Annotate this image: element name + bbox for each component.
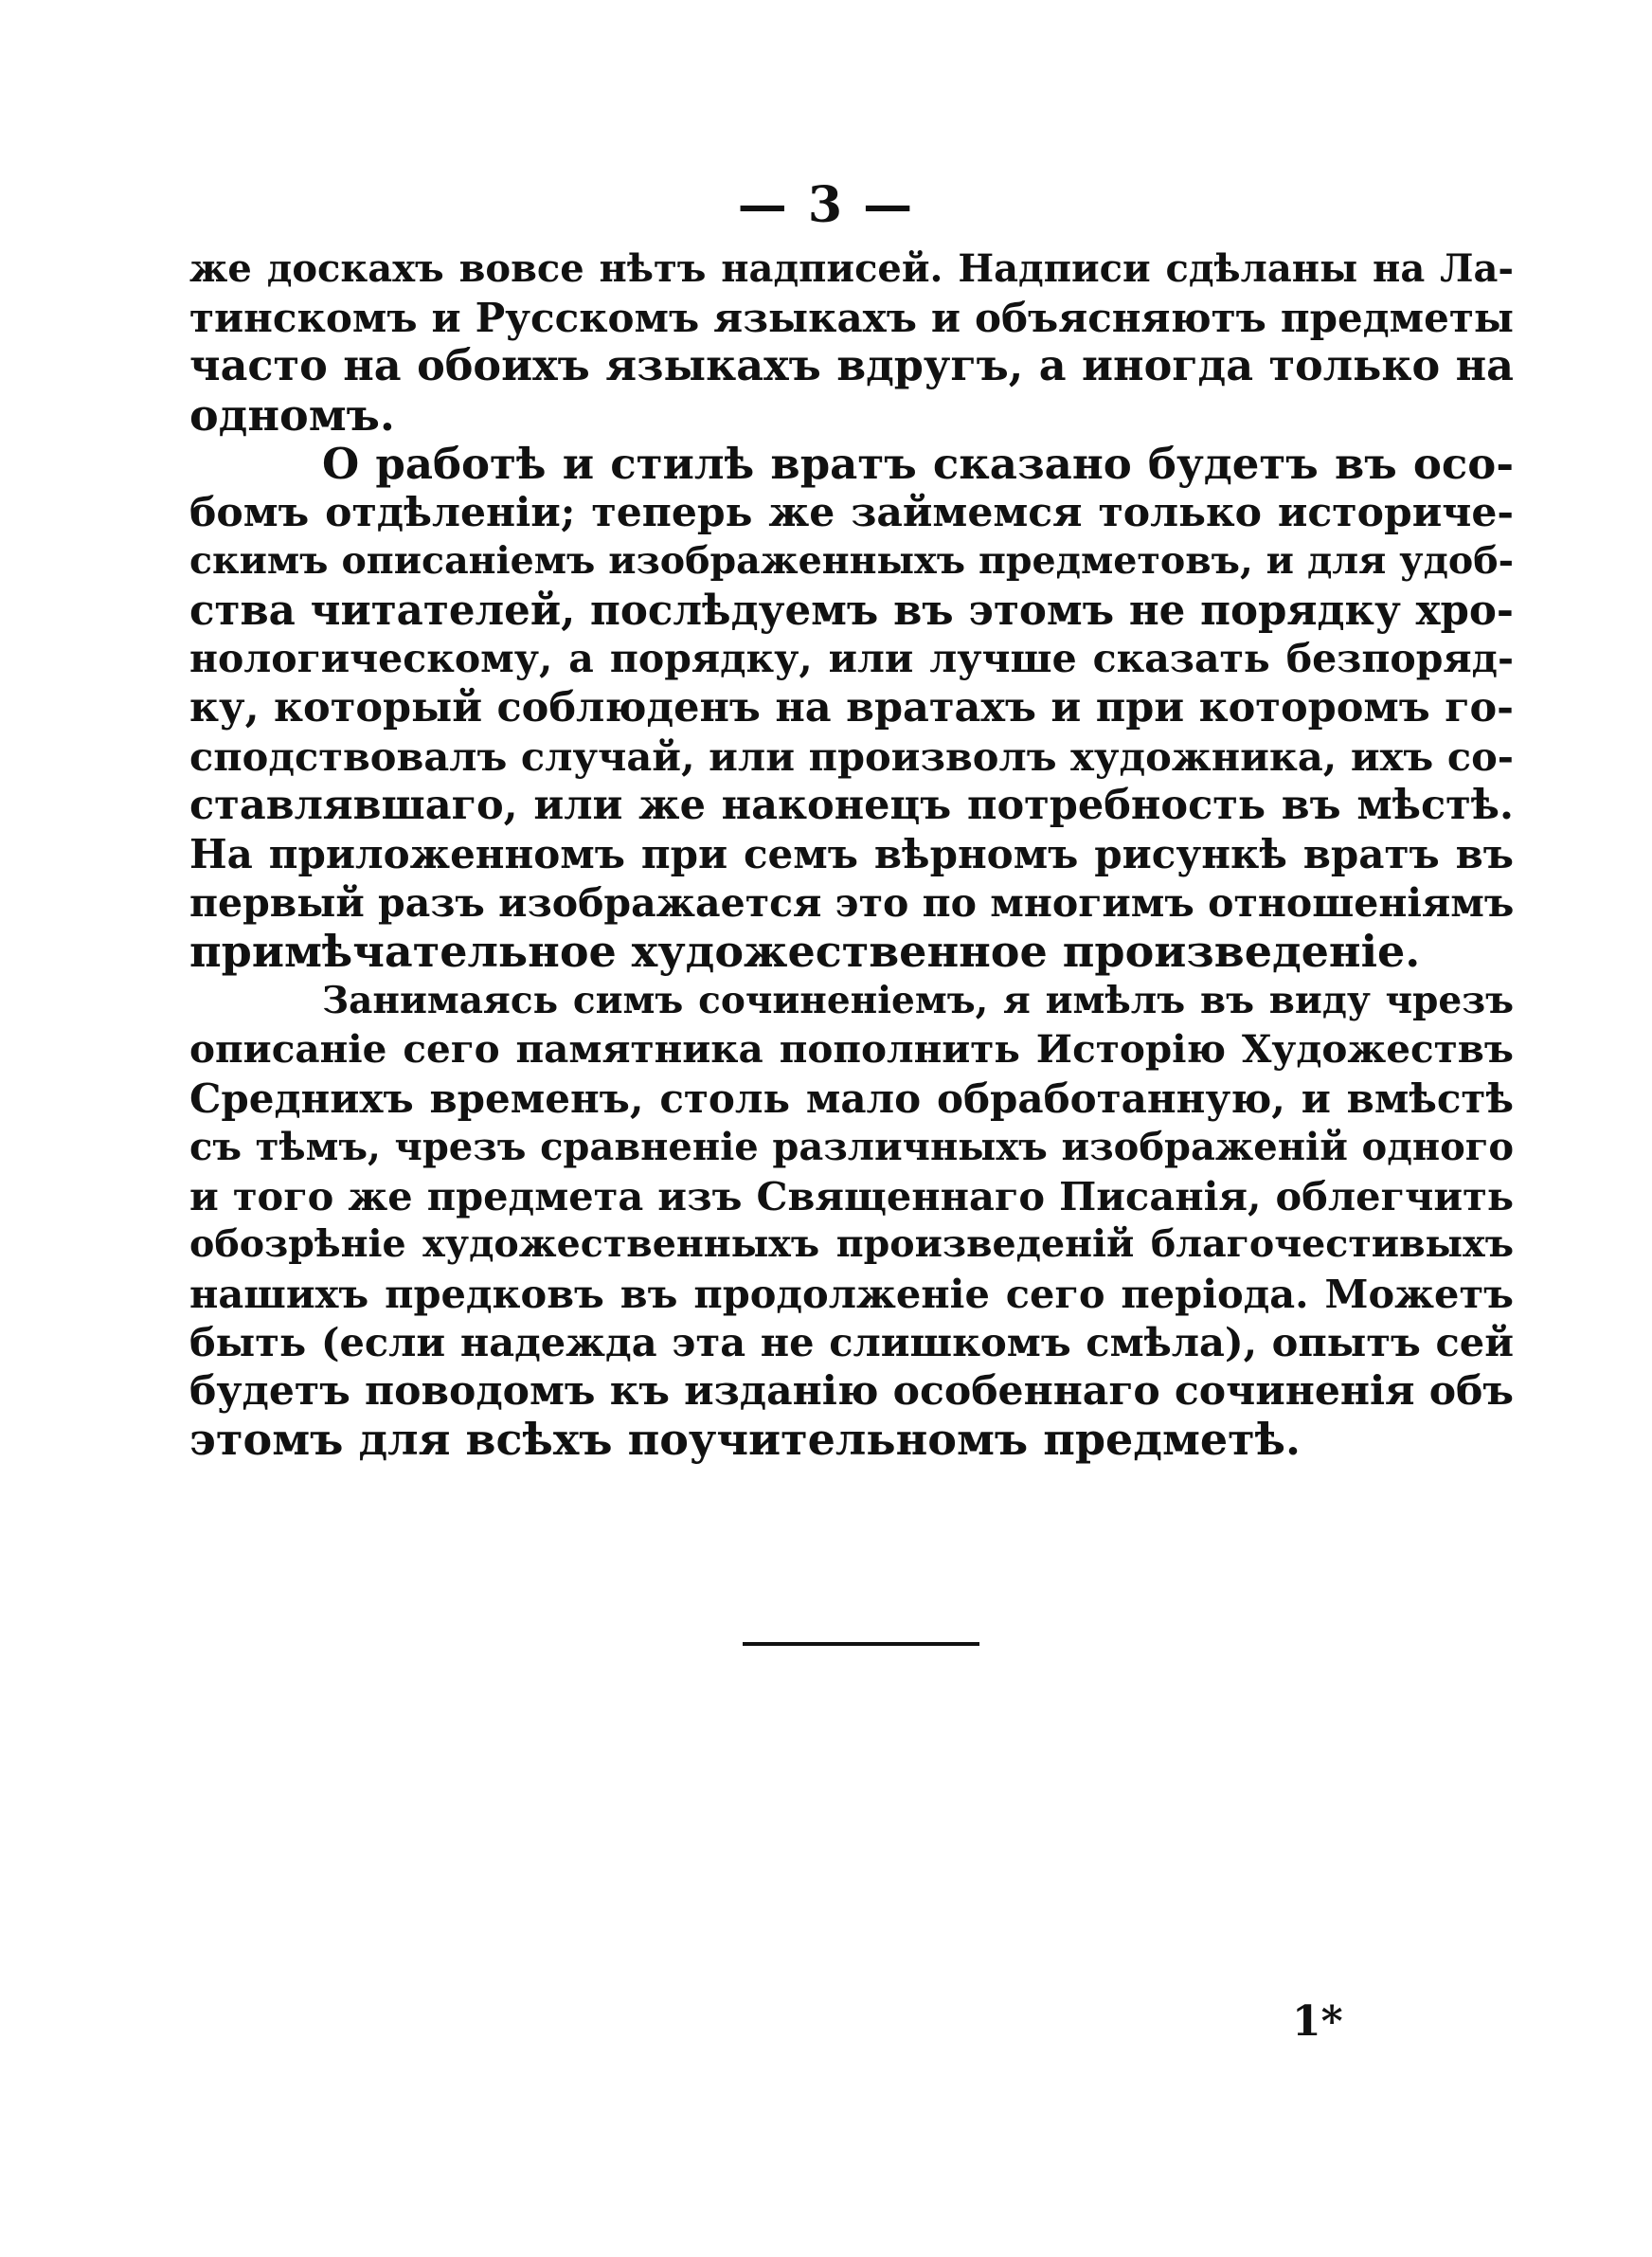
text-line: и того же предмета изъ Священнаго Писанія, облегчить	[189, 1172, 1514, 1219]
text-line: обозрѣніе художественныхъ произведеній благочестивыхъ	[189, 1222, 1514, 1266]
text-line: примѣчательное художественное произведеніе.	[189, 926, 1421, 977]
text-line: быть (если надежда эта не слишкомъ смѣла), опытъ сей	[189, 1319, 1514, 1365]
text-line: же доскахъ вовсе нѣтъ надписей. Надписи сдѣланы на Ла-	[189, 246, 1514, 291]
text-line: съ тѣмъ, чрезъ сравненіе различныхъ изображеній одного	[189, 1125, 1514, 1169]
text-line: нашихъ предковъ въ продолженіе сего періода. Можетъ	[189, 1270, 1514, 1317]
text-line: описаніе сего памятника пополнить Исторію Художествъ	[189, 1026, 1514, 1072]
text-line: На приложенномъ при семъ вѣрномъ рисункѣ вратъ въ	[189, 831, 1514, 877]
section-divider-rule	[743, 1642, 979, 1646]
text-line: нологическому, а порядку, или лучше сказать безпоряд-	[189, 636, 1514, 681]
body-text	[189, 244, 1514, 1465]
text-line: бомъ отдѣленіи; теперь же займемся только историче-	[189, 488, 1514, 536]
text-line: Занимаясь симъ сочиненіемъ, я имѣлъ въ виду чрезъ	[322, 978, 1514, 1022]
signature-mark: 1*	[1292, 1997, 1343, 2046]
text-line: одномъ.	[189, 388, 395, 441]
text-line: ку, который соблюденъ на вратахъ и при которомъ го-	[189, 683, 1514, 731]
text-line: скимъ описаніемъ изображенныхъ предметовъ, и для удоб-	[189, 539, 1514, 583]
text-line: часто на обоихъ языкахъ вдругъ, а иногда только на	[189, 341, 1514, 390]
text-line: первый разъ изображается это по многимъ отношеніямъ	[189, 879, 1515, 926]
text-line: этомъ для всѣхъ поучительномъ предметѣ.	[189, 1414, 1302, 1465]
text-line: ства читателей, послѣдуемъ въ этомъ не порядку хро-	[189, 586, 1514, 635]
text-line: тинскомъ и Русскомъ языкахъ и объясняютъ предметы	[189, 294, 1514, 341]
page-number: — 3 —	[737, 176, 915, 234]
text-line: Среднихъ временъ, столь мало обработанную, и вмѣстѣ	[189, 1074, 1514, 1122]
text-line: О работѣ и стилѣ вратъ сказано будетъ въ осо-	[322, 439, 1514, 489]
text-line: сподствовалъ случай, или произволъ художника, ихъ со-	[189, 733, 1514, 780]
text-line: будетъ поводомъ къ изданію особеннаго сочиненія объ	[189, 1366, 1514, 1415]
text-line: ставлявшаго, или же наконецъ потребность въ мѣстѣ.	[189, 781, 1514, 829]
